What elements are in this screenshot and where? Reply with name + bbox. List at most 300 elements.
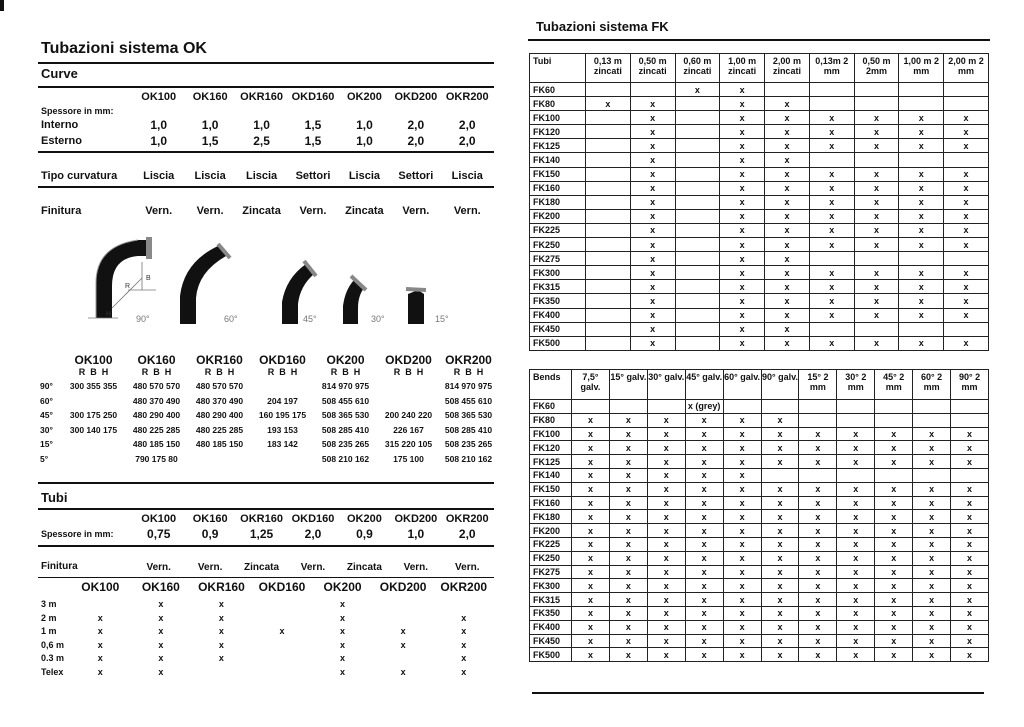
- tubi-finish: Vern.: [300, 562, 326, 573]
- row-values: [133, 205, 493, 217]
- tubi-length-mark: [373, 653, 434, 663]
- row-name: FK350: [530, 294, 586, 308]
- table-cell: x: [799, 524, 837, 538]
- tubi-length-mark: x: [218, 626, 224, 636]
- table-cell: x: [899, 167, 944, 181]
- table-cell: [913, 468, 951, 482]
- tubi-models-row: [133, 513, 493, 525]
- table-header-row: [530, 54, 989, 83]
- table-cell: x: [647, 620, 685, 634]
- table-cell: x: [723, 565, 761, 579]
- table-cell: x: [647, 551, 685, 565]
- table-cell: [944, 83, 989, 97]
- table-cell: x: [944, 209, 989, 223]
- table-cell: [586, 308, 631, 322]
- table-row: [530, 280, 989, 294]
- row-name: FK400: [530, 620, 572, 634]
- table-cell: [675, 167, 720, 181]
- dims-rbh-label: R B H: [267, 367, 298, 377]
- table-cell: [586, 336, 631, 350]
- table-cell: x: [761, 620, 799, 634]
- table-cell: x: [723, 606, 761, 620]
- dims-row: [40, 454, 496, 464]
- table-cell: x: [913, 634, 951, 648]
- tubi-length-mark: x: [158, 626, 164, 636]
- tubi-length-label: 0.3 m: [41, 653, 65, 663]
- table-cell: x: [875, 648, 913, 662]
- table-cell: x: [647, 524, 685, 538]
- table-cell: x: [875, 579, 913, 593]
- table-cell: [899, 252, 944, 266]
- dims-row: [40, 381, 496, 391]
- row-name: FK80: [530, 97, 586, 111]
- table-cell: x: [799, 496, 837, 510]
- column-header: 15° galv.: [609, 370, 647, 400]
- table-cell: x: [837, 593, 875, 607]
- row-name: FK275: [530, 565, 572, 579]
- tubi-finish: Vern.: [403, 562, 429, 573]
- table-cell: [854, 153, 899, 167]
- dims-model-header: OKD160: [259, 353, 306, 367]
- table-cell: [761, 400, 799, 414]
- curve-model-header: OKD160: [291, 91, 335, 103]
- table-cell: [586, 125, 631, 139]
- table-cell: x: [723, 496, 761, 510]
- table-cell: [675, 153, 720, 167]
- dims-rbh-row: [40, 367, 496, 377]
- table-cell: x: [799, 620, 837, 634]
- table-cell: x: [647, 441, 685, 455]
- row-name: FK225: [530, 537, 572, 551]
- table-cell: x: [720, 111, 765, 125]
- table-cell: [809, 322, 854, 336]
- dims-angle: 45°: [40, 410, 53, 420]
- column-header: 1,00 m zincati: [720, 54, 765, 83]
- dims-value: 175 100: [393, 453, 424, 464]
- table-cell: x: [647, 606, 685, 620]
- dims-model-header: OKD200: [385, 353, 432, 367]
- table-cell: x: [809, 294, 854, 308]
- tubi-model-header: OK100: [141, 513, 177, 525]
- table-cell: x: [854, 195, 899, 209]
- table-cell: x: [720, 223, 765, 237]
- table-cell: x: [630, 167, 675, 181]
- table-cell: [675, 111, 720, 125]
- table-cell: x: [572, 455, 610, 469]
- table-cell: [675, 308, 720, 322]
- dims-rbh-label: R B H: [78, 367, 109, 377]
- curve-value: 2,0: [407, 118, 425, 132]
- table-cell: x: [913, 455, 951, 469]
- table-cell: x: [761, 565, 799, 579]
- table-cell: x: [630, 238, 675, 252]
- bend-45-icon: [282, 261, 317, 324]
- dims-corner: [40, 353, 62, 367]
- column-header: 30° 2 mm: [837, 370, 875, 400]
- curve-value: 1,5: [201, 134, 219, 148]
- table-cell: x: [899, 223, 944, 237]
- row-name: FK125: [530, 455, 572, 469]
- tubi-length-model-header: OK200: [323, 580, 362, 594]
- table-row: [530, 209, 989, 223]
- table-cell: x: [685, 468, 723, 482]
- svg-text:60°: 60°: [224, 314, 238, 324]
- table-cell: x: [944, 195, 989, 209]
- tubi-length-mark: [373, 599, 434, 609]
- table-row: [530, 252, 989, 266]
- column-header: 30° galv.: [647, 370, 685, 400]
- table-cell: [809, 252, 854, 266]
- table-cell: x: [951, 524, 989, 538]
- table-cell: x: [609, 551, 647, 565]
- table-cell: [913, 400, 951, 414]
- table-cell: x: [951, 565, 989, 579]
- table-cell: x: [837, 579, 875, 593]
- table-cell: x: [765, 167, 810, 181]
- table-cell: x: [761, 551, 799, 565]
- row-name: FK150: [530, 482, 572, 496]
- table-cell: x: [630, 280, 675, 294]
- thickness-rule: [38, 151, 494, 153]
- table-cell: x: [875, 455, 913, 469]
- table-cell: [854, 83, 899, 97]
- table-cell: x: [572, 593, 610, 607]
- table-cell: x: [720, 280, 765, 294]
- row-name: FK500: [530, 648, 572, 662]
- table-cell: x: [854, 181, 899, 195]
- table-row: [530, 139, 989, 153]
- curve-model-header: OK100: [141, 91, 177, 103]
- ok-title: Tubazioni sistema OK: [41, 40, 207, 57]
- table-cell: x: [720, 125, 765, 139]
- tubi-thickness: 1,25: [249, 527, 274, 541]
- table-cell: [761, 468, 799, 482]
- table-cell: x: [875, 620, 913, 634]
- dims-angle: 15°: [40, 439, 53, 449]
- svg-text:30°: 30°: [371, 314, 385, 324]
- tubi-finish: Vern.: [197, 562, 223, 573]
- table-cell: x: [913, 565, 951, 579]
- dims-value: 315 220 105: [384, 439, 433, 449]
- table-cell: [675, 97, 720, 111]
- dims-value: 480 225 285: [195, 424, 244, 435]
- table-cell: x: [609, 496, 647, 510]
- table-cell: x: [609, 579, 647, 593]
- table-cell: x: [765, 238, 810, 252]
- row-name: FK60: [530, 83, 586, 97]
- table-cell: x: [765, 336, 810, 350]
- table-cell: x: [572, 565, 610, 579]
- table-cell: x: [899, 280, 944, 294]
- table-cell: x: [899, 336, 944, 350]
- table-cell: x: [720, 252, 765, 266]
- bend-90-icon: [88, 237, 156, 324]
- row-value: Liscia: [245, 170, 278, 182]
- tubi-length-mark: [373, 613, 434, 623]
- table-cell: x: [809, 280, 854, 294]
- tubi-length-mark: x: [400, 666, 406, 677]
- table-cell: x: [799, 551, 837, 565]
- dims-value: 508 210 162: [321, 453, 370, 464]
- tubi-thickness: 0,9: [356, 527, 373, 541]
- table-cell: x: [685, 482, 723, 496]
- table-cell: x: [765, 111, 810, 125]
- column-header: 15° 2 mm: [799, 370, 837, 400]
- tubi-length-marks: [70, 653, 494, 663]
- table-cell: x: [572, 510, 610, 524]
- table-cell: x: [685, 510, 723, 524]
- tubi-thickness-label: Spessore in mm:: [41, 529, 114, 539]
- table-cell: x: [761, 482, 799, 496]
- table-cell: x: [761, 537, 799, 551]
- svg-text:15°: 15°: [435, 314, 449, 324]
- tubi-length-label: 1 m: [41, 626, 57, 636]
- table-cell: x: [572, 413, 610, 427]
- table-cell: x: [586, 97, 631, 111]
- table-cell: x: [647, 579, 685, 593]
- row-value: Vern.: [299, 205, 327, 217]
- row-name: FK100: [530, 111, 586, 125]
- table-row: [530, 400, 989, 414]
- table-cell: x: [837, 551, 875, 565]
- page-edge-mark: [0, 0, 4, 11]
- row-value: Liscia: [194, 170, 226, 182]
- table-cell: x: [647, 593, 685, 607]
- table-cell: x: [913, 482, 951, 496]
- table-cell: x: [630, 209, 675, 223]
- table-cell: [586, 266, 631, 280]
- dims-model-header: OKR160: [196, 353, 243, 367]
- table-cell: x: [630, 153, 675, 167]
- table-cell: x: [944, 294, 989, 308]
- table-header-row: [530, 370, 989, 400]
- dims-value: 508 235 265: [444, 439, 493, 449]
- dims-row: [40, 425, 496, 435]
- table-cell: x: [723, 551, 761, 565]
- table-cell: x: [944, 111, 989, 125]
- row-name: FK500: [530, 336, 586, 350]
- dims-rbh-label: R B H: [393, 367, 424, 377]
- table-cell: x: [799, 482, 837, 496]
- table-cell: x: [720, 209, 765, 223]
- table-cell: [586, 181, 631, 195]
- table-cell: x: [761, 441, 799, 455]
- curve-model-header: OKR200: [445, 91, 489, 103]
- row-name: FK200: [530, 209, 586, 223]
- table-cell: x: [761, 427, 799, 441]
- table-cell: [809, 83, 854, 97]
- table-cell: x: [913, 524, 951, 538]
- table-cell: x: [854, 308, 899, 322]
- table-row: [530, 413, 989, 427]
- table-cell: x: [720, 322, 765, 336]
- table-cell: [675, 294, 720, 308]
- table-cell: [799, 400, 837, 414]
- curve-value: 1,0: [356, 134, 373, 148]
- dims-value: 480 570 570: [195, 381, 244, 391]
- table-cell: x: [837, 634, 875, 648]
- table-cell: x: [765, 294, 810, 308]
- tubi-length-label: 3 m: [41, 599, 57, 609]
- table-cell: x: [572, 648, 610, 662]
- table-cell: x: [609, 620, 647, 634]
- table-cell: x (grey): [685, 400, 723, 414]
- table-cell: x: [913, 510, 951, 524]
- table-cell: x: [685, 634, 723, 648]
- table-cell: x: [875, 524, 913, 538]
- column-header: 60° galv.: [723, 370, 761, 400]
- table-cell: x: [761, 634, 799, 648]
- dims-value: 480 185 150: [195, 439, 244, 449]
- dims-value: 508 365 530: [444, 410, 493, 420]
- table-cell: x: [809, 308, 854, 322]
- dims-value: 200 240 220: [384, 410, 433, 420]
- table-cell: x: [723, 427, 761, 441]
- table-cell: x: [572, 620, 610, 634]
- svg-text:45°: 45°: [303, 314, 317, 324]
- table-cell: x: [630, 336, 675, 350]
- dims-value: 508 235 265: [321, 439, 370, 449]
- table-cell: [899, 153, 944, 167]
- tubi-length-marks: [70, 599, 494, 609]
- table-cell: x: [685, 579, 723, 593]
- row-name: FK225: [530, 223, 586, 237]
- table-cell: x: [685, 441, 723, 455]
- tubi-finish: Zincata: [346, 562, 382, 573]
- column-header: 90° galv.: [761, 370, 799, 400]
- column-header: 0,13 m zincati: [586, 54, 631, 83]
- svg-text:H: H: [106, 311, 112, 318]
- table-cell: [899, 97, 944, 111]
- table-cell: x: [944, 181, 989, 195]
- table-cell: x: [837, 427, 875, 441]
- tubi-thickness: 0,75: [147, 527, 171, 541]
- table-cell: x: [761, 524, 799, 538]
- bend-15-icon: [406, 289, 449, 324]
- table-cell: x: [572, 524, 610, 538]
- table-cell: [572, 400, 610, 414]
- table-cell: [586, 209, 631, 223]
- tubi-finish-label: Finitura: [41, 561, 78, 572]
- row-value: Settori: [295, 170, 331, 182]
- tubi-thickness: 1,0: [407, 527, 425, 541]
- table-cell: x: [720, 294, 765, 308]
- table-cell: x: [854, 139, 899, 153]
- table-cell: [609, 400, 647, 414]
- curve-row-values: [133, 118, 493, 132]
- table-cell: [875, 468, 913, 482]
- curve-value: 1,0: [150, 118, 168, 132]
- table-cell: x: [913, 441, 951, 455]
- tubi-length-label: 2 m: [41, 612, 57, 623]
- tubi-length-mark: x: [158, 666, 164, 677]
- curve-model-header: OK160: [192, 91, 228, 103]
- table-cell: x: [837, 537, 875, 551]
- table-cell: [837, 400, 875, 414]
- table-cell: x: [723, 593, 761, 607]
- row-name: FK250: [530, 551, 572, 565]
- table-row: [530, 620, 989, 634]
- row-name: FK80: [530, 413, 572, 427]
- dims-value: 508 365 530: [321, 410, 370, 420]
- table-cell: [586, 195, 631, 209]
- row-name: FK100: [530, 427, 572, 441]
- tubi-length-mark: x: [340, 626, 346, 636]
- dims-rbh-label: R B H: [453, 367, 484, 377]
- column-header: Bends: [530, 370, 572, 400]
- tubi-length-mark: x: [97, 626, 103, 636]
- dims-value: 508 210 162: [444, 453, 493, 464]
- table-cell: x: [944, 308, 989, 322]
- table-row: [530, 634, 989, 648]
- table-cell: x: [609, 565, 647, 579]
- dims-value: 508 285 410: [321, 424, 370, 435]
- table-cell: [586, 153, 631, 167]
- tubi-length-mark: x: [218, 612, 224, 623]
- table-cell: x: [944, 266, 989, 280]
- table-cell: [913, 413, 951, 427]
- table-cell: x: [913, 620, 951, 634]
- curve-row-label: Esterno: [41, 135, 82, 147]
- tubi-length-mark: x: [218, 653, 224, 663]
- tubi-length-mark: x: [97, 612, 103, 623]
- dims-value: [251, 381, 314, 391]
- table-cell: x: [685, 537, 723, 551]
- table-cell: x: [799, 579, 837, 593]
- table-cell: x: [951, 579, 989, 593]
- table-cell: x: [875, 565, 913, 579]
- table-cell: [586, 167, 631, 181]
- dims-value: 226 167: [393, 424, 424, 435]
- column-header: 2,00 m 2 mm: [944, 54, 989, 83]
- table-cell: [675, 336, 720, 350]
- tubi-length-mark: x: [97, 653, 103, 663]
- table-cell: [675, 223, 720, 237]
- table-cell: x: [899, 266, 944, 280]
- curve-label: Curve: [41, 66, 78, 81]
- table-row: [530, 496, 989, 510]
- tubi-length-mark: x: [218, 599, 224, 609]
- curve-value: 2,5: [253, 134, 270, 148]
- column-header: 0,60 m zincati: [675, 54, 720, 83]
- table-cell: x: [875, 606, 913, 620]
- table-cell: x: [809, 167, 854, 181]
- table-row: [530, 97, 989, 111]
- table-cell: x: [951, 648, 989, 662]
- table-row: [530, 83, 989, 97]
- tubi-length-mark: x: [340, 639, 346, 650]
- row-value: Zincata: [242, 205, 281, 217]
- table-cell: x: [899, 111, 944, 125]
- row-value: Settori: [398, 170, 434, 182]
- table-cell: x: [875, 593, 913, 607]
- table-cell: x: [630, 223, 675, 237]
- table-cell: x: [854, 294, 899, 308]
- dims-angle: 60°: [40, 395, 53, 406]
- table-cell: x: [944, 125, 989, 139]
- table-cell: x: [720, 153, 765, 167]
- table-cell: x: [899, 139, 944, 153]
- tubi-rule: [38, 508, 494, 510]
- dims-value: 183 142: [267, 439, 298, 449]
- table-cell: x: [875, 537, 913, 551]
- table-cell: x: [572, 468, 610, 482]
- table-cell: x: [609, 427, 647, 441]
- table-cell: x: [765, 125, 810, 139]
- row-name: FK315: [530, 593, 572, 607]
- dims-rbh-label: R B H: [330, 367, 361, 377]
- table-cell: x: [723, 468, 761, 482]
